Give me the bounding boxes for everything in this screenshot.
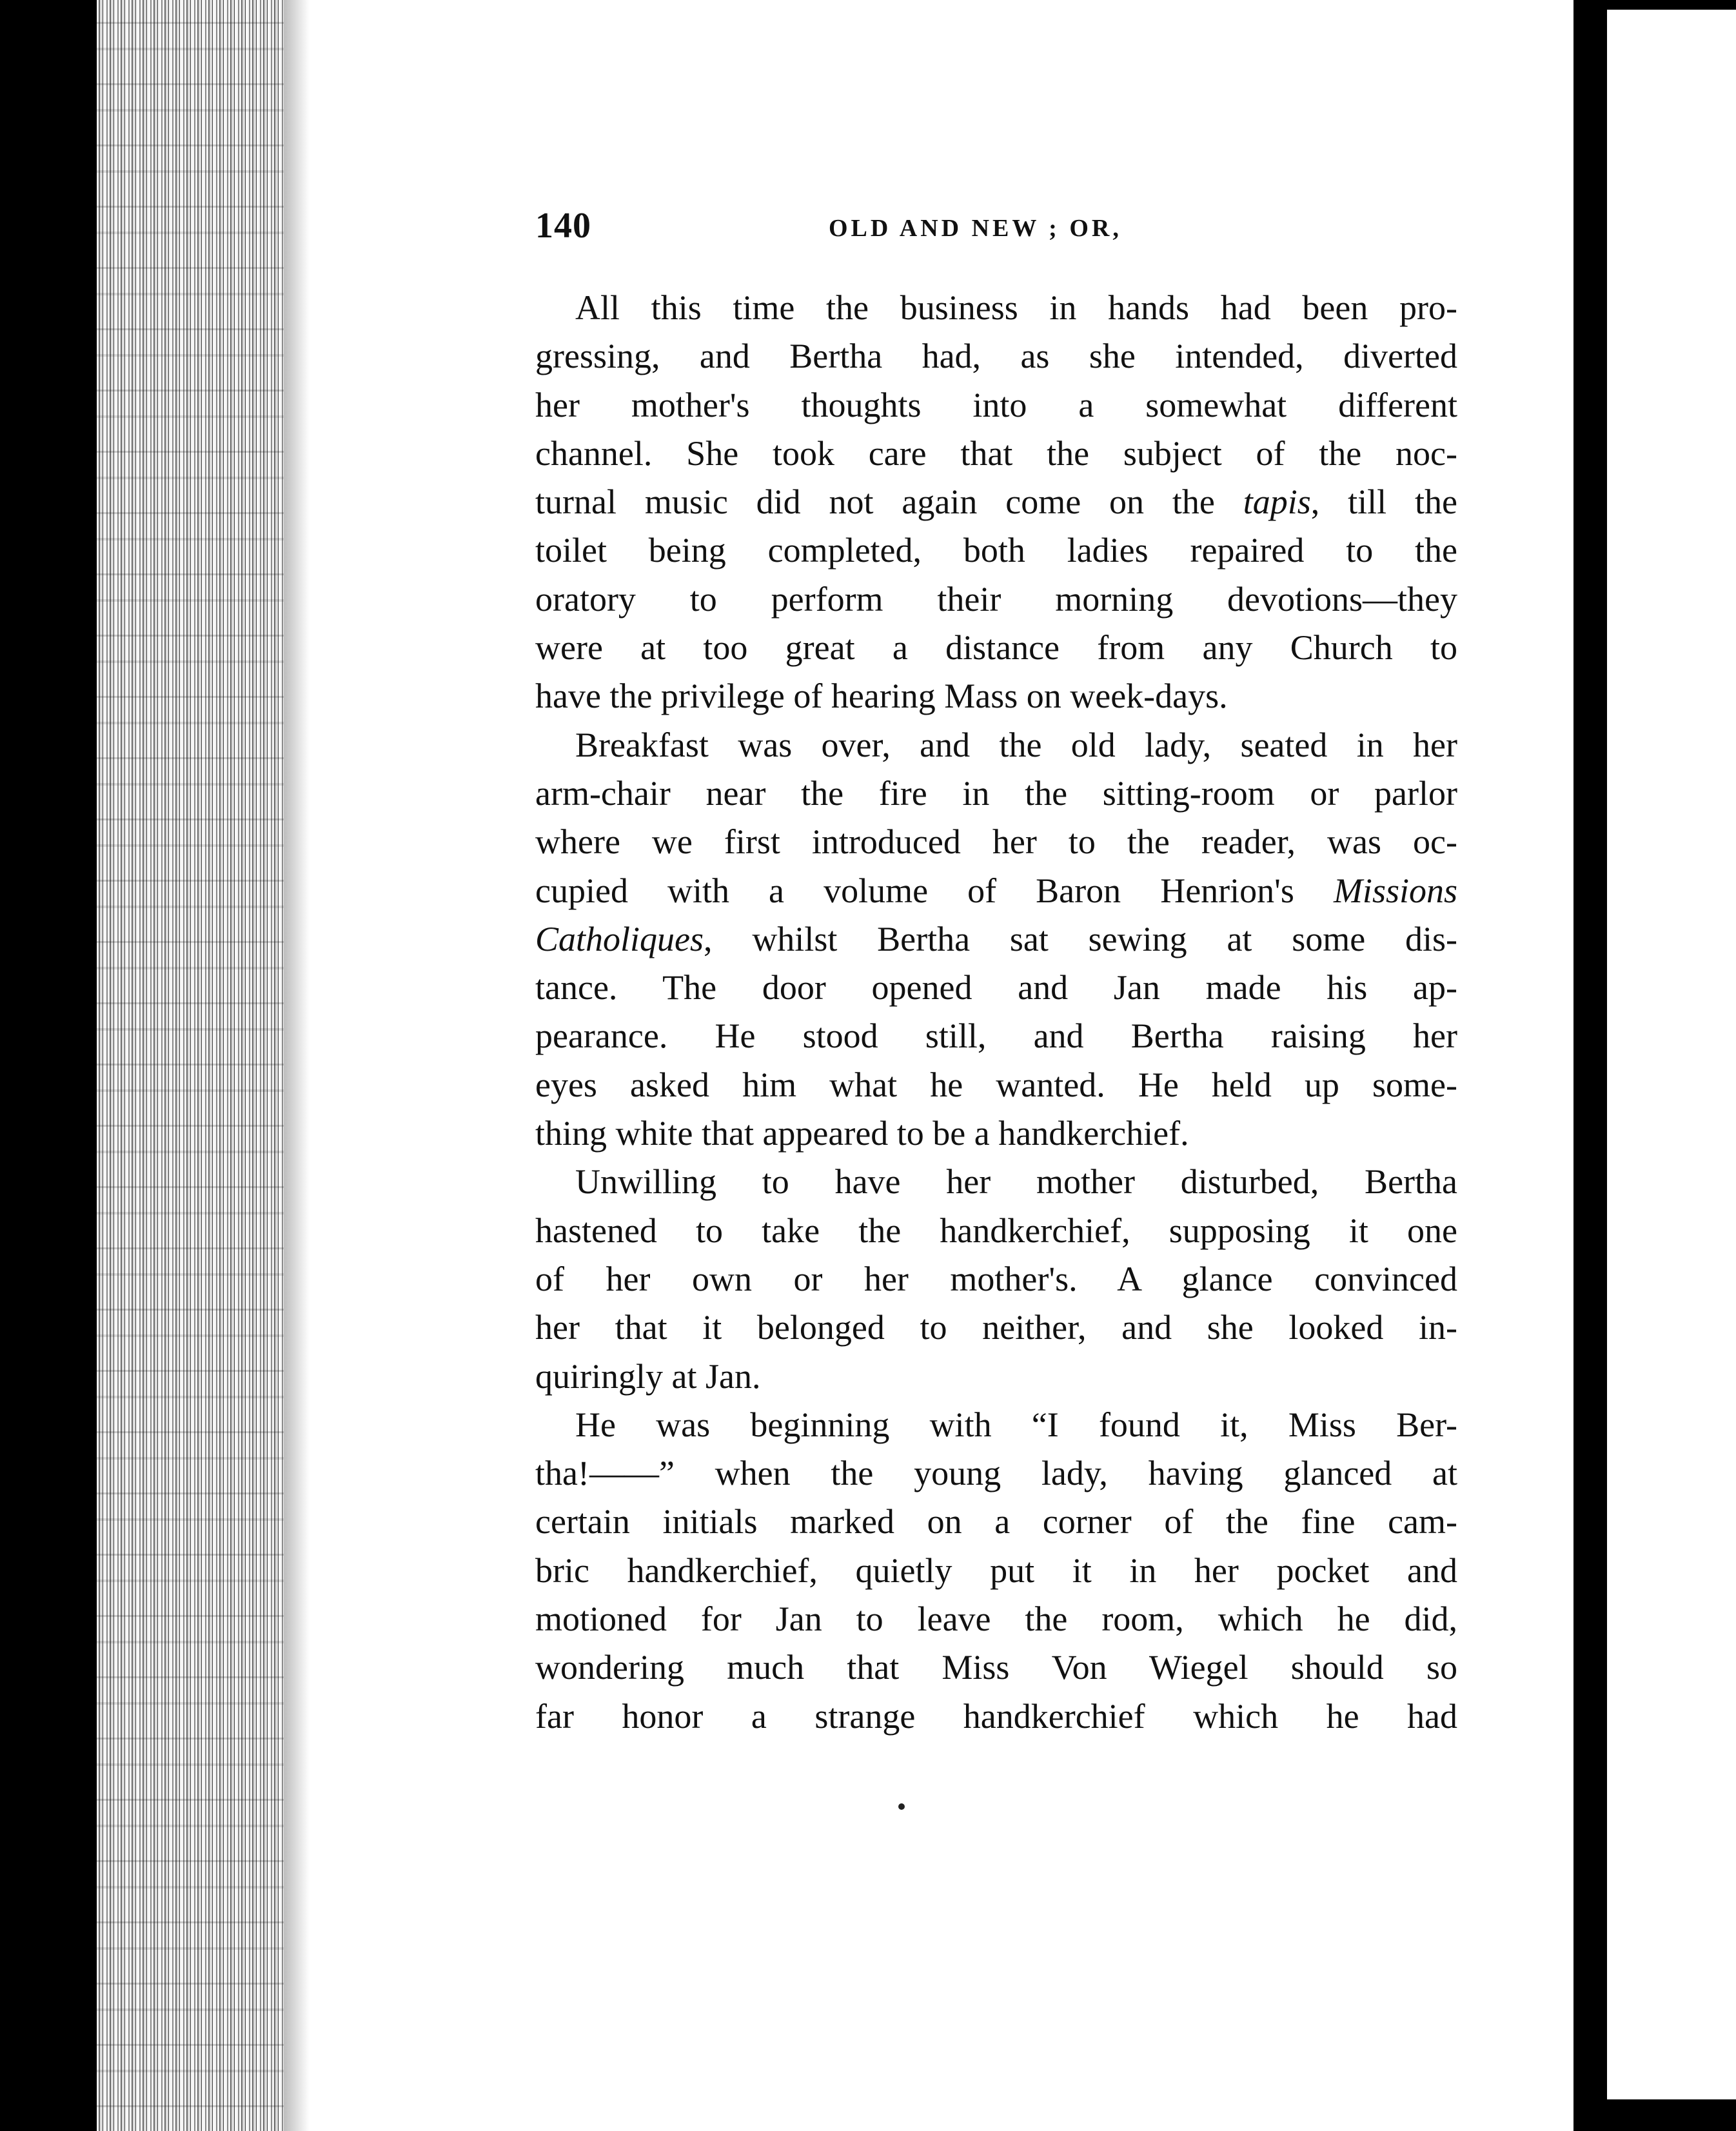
- text-line: gressing, and Bertha had, as she intended, diverted: [535, 337, 1457, 376]
- text-line: motioned for Jan to leave the room, which he did,: [535, 1600, 1457, 1639]
- text-line: where we first introduced her to the reader, was oc-: [535, 822, 1457, 862]
- text-line: thing white that appeared to be a handkerchief.: [535, 1114, 1189, 1153]
- page-header: [535, 205, 1457, 257]
- text-line: wondering much that Miss Von Wiegel should so: [535, 1648, 1457, 1687]
- text-line: far honor a strange handkerchief which he had: [535, 1696, 1457, 1736]
- text-line: Unwilling to have her mother disturbed, Bertha: [575, 1162, 1457, 1202]
- text-line: certain initials marked on a corner of the fine cam-: [535, 1502, 1457, 1541]
- text-line: All this time the business in hands had been pro-: [575, 288, 1457, 327]
- paragraph-4: [535, 1401, 1457, 1741]
- text-line: oratory to perform their morning devotions—they: [535, 579, 1457, 619]
- text-line: arm-chair near the fire in the sitting-room or parlor: [535, 773, 1457, 813]
- text-line: turnal music did not again come on the tapis, till the: [535, 482, 1457, 522]
- text-line: her that it belonged to neither, and she looked in-: [535, 1308, 1457, 1347]
- text-line: He was beginning with “I found it, Miss Ber-: [575, 1405, 1457, 1444]
- paragraph-3: [535, 1158, 1457, 1400]
- text-line: pearance. He stood still, and Bertha raising her: [535, 1016, 1457, 1056]
- book-page-edges: [97, 0, 290, 2131]
- facing-page-edge: [1607, 10, 1736, 2099]
- text-line: of her own or her mother's. A glance convinced: [535, 1259, 1457, 1298]
- text-line: quiringly at Jan.: [535, 1356, 761, 1396]
- text-line: hastened to take the handkerchief, supposing it one: [535, 1211, 1457, 1250]
- text-line: channel. She took care that the subject of the noc-: [535, 433, 1457, 473]
- paragraph-1: [535, 284, 1457, 721]
- text-line: were at too great a distance from any Church to: [535, 628, 1457, 668]
- text-line: Catholiques, whilst Bertha sat sewing at some dis-: [535, 919, 1457, 958]
- body-text: [535, 284, 1457, 1741]
- text-line: tha!——” when the young lady, having glanced at: [535, 1454, 1457, 1493]
- text-line: tance. The door opened and Jan made his ap-: [535, 968, 1457, 1007]
- text-line: toilet being completed, both ladies repaired to the: [535, 531, 1457, 570]
- page-number: 140: [535, 206, 591, 246]
- text-line: her mother's thoughts into a somewhat different: [535, 385, 1457, 424]
- gutter-shadow: [284, 0, 310, 2131]
- text-line: bric handkerchief, quietly put it in her pocket and: [535, 1551, 1457, 1590]
- text-line: Breakfast was over, and the old lady, seated in her: [575, 725, 1457, 764]
- text-line: cupied with a volume of Baron Henrion's Missions: [535, 871, 1457, 910]
- text-line: eyes asked him what he wanted. He held up some-: [535, 1065, 1457, 1104]
- running-head: OLD AND NEW ; OR,: [829, 215, 1122, 242]
- paragraph-2: [535, 721, 1457, 1158]
- ink-speck: [898, 1803, 905, 1810]
- text-line: have the privilege of hearing Mass on week-days.: [535, 677, 1228, 716]
